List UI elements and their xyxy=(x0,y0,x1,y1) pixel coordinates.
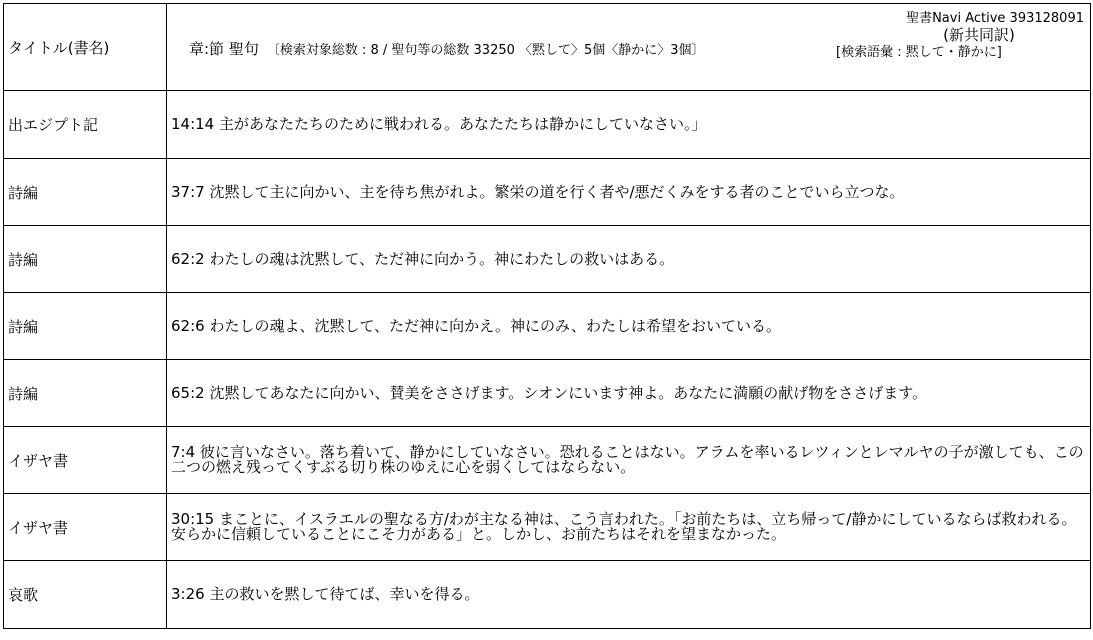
verse-text: 62:2 わたしの魂は沈黙して、ただ神に向かう。神にわたしの救いはある。 xyxy=(167,226,1091,293)
verse-text: 7:4 彼に言いなさい。落ち着いて、静かにしていなさい。恐れることはない。アラムを率いるレツィンとレマルヤの子が激しても、この二つの燃え残ってくすぶる切り株のゆえに心を弱くしてはならない。 xyxy=(167,427,1091,494)
table-row xyxy=(4,494,1091,561)
verse-column-label: 章:節 聖句 xyxy=(189,40,259,58)
book-title: 詩編 xyxy=(4,293,167,360)
header-main-cell xyxy=(167,4,1091,91)
verse-text: 65:2 沈黙してあなたに向かい、賛美をささげます。シオンにいます神よ。あなたに満願の献げ物をささげます。 xyxy=(167,360,1091,427)
verse-text: 62:6 わたしの魂よ、沈黙して、ただ神に向かえ。神にのみ、わたしは希望をおいている。 xyxy=(167,293,1091,360)
search-summary: 〔検索対象総数 : 8 / 聖句等の総数 33250 〈黙して〉5個〈静かに〉3個〕 xyxy=(266,43,705,58)
table-row xyxy=(4,159,1091,226)
verse-column-header xyxy=(189,38,705,59)
table-row xyxy=(4,91,1091,159)
book-title: イザヤ書 xyxy=(4,427,167,494)
verse-text: 30:15 まことに、イスラエルの聖なる方/わが主なる神は、こう言われた。「お前たちは、立ち帰って/静かにしているならば救われる。安らかに信頼していることにこそ力がある」と。しかし、お前たちはそれを望まなかった。 xyxy=(167,494,1091,561)
table-row xyxy=(4,427,1091,494)
app-name: 聖書Navi Active 393128091 xyxy=(906,11,1084,26)
table-row xyxy=(4,561,1091,629)
app-info xyxy=(834,10,1084,61)
table-row xyxy=(4,360,1091,427)
verse-text: 14:14 主があなたたちのために戦われる。あなたたちは静かにしていなさい。」 xyxy=(167,91,1091,159)
verse-text: 37:7 沈黙して主に向かい、主を待ち焦がれよ。繁栄の道を行く者や/悪だくみをする者のことでいら立つな。 xyxy=(167,159,1091,226)
verse-text: 3:26 主の救いを黙して待てば、幸いを得る。 xyxy=(167,561,1091,629)
header-row xyxy=(4,4,1091,91)
search-terms: [検索語彙 : 黙して・静かに] xyxy=(836,45,1002,60)
book-title: 詩編 xyxy=(4,226,167,293)
book-title: 出エジプト記 xyxy=(4,91,167,159)
book-title: 詩編 xyxy=(4,360,167,427)
table-row xyxy=(4,293,1091,360)
title-column-header: タイトル(書名) xyxy=(4,4,167,91)
table-row xyxy=(4,226,1091,293)
book-title: イザヤ書 xyxy=(4,494,167,561)
book-title: 詩編 xyxy=(4,159,167,226)
book-title: 哀歌 xyxy=(4,561,167,629)
results-table xyxy=(3,3,1091,629)
bible-version: (新共同訳) xyxy=(943,26,1015,44)
